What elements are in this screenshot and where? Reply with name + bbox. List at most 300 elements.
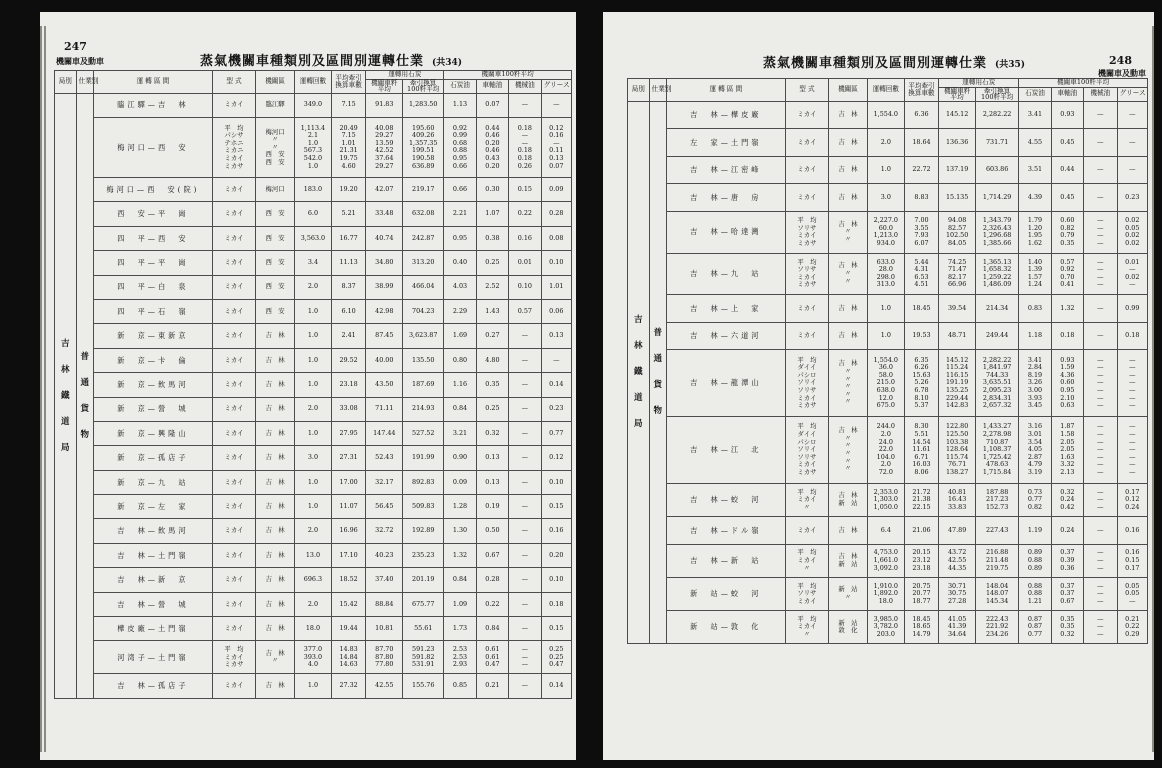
cell-line: ミカサ (797, 468, 817, 477)
coal-per-100km-cell (403, 348, 444, 372)
cell-line: 10.81 (375, 623, 394, 632)
cell-line: 0.77 (1027, 495, 1043, 504)
oil1-cell (444, 543, 476, 567)
coal-per-100km-cell (403, 495, 444, 519)
cell-line: 2.0 (307, 526, 319, 535)
cell-line: 4.79 (1027, 460, 1043, 469)
cell-line: 3,623.87 (408, 331, 438, 340)
cell-line: 37.40 (375, 575, 394, 584)
runs-cell (295, 397, 332, 421)
cell-line: 33.83 (947, 502, 967, 511)
coal-per-km-cell (366, 543, 403, 567)
cell-line: 1.0 (880, 303, 891, 312)
cell-line: 0.12 (549, 123, 564, 132)
cell-line: — (1129, 110, 1136, 119)
cell-line: 0.09 (549, 184, 564, 193)
oil4-cell (1117, 129, 1147, 157)
depot-cell (829, 350, 868, 417)
cell-line: 0.57 (1060, 257, 1075, 266)
cell-line: 1,343.79 (982, 216, 1012, 225)
cell-line: 吉 林 (265, 380, 285, 388)
header-oil: 機關車100粁平均 (444, 71, 572, 80)
cell-line: 0.47 (549, 660, 564, 669)
oil3-cell (509, 117, 541, 177)
header-bureau: 局別 (628, 79, 650, 102)
cell-line: 1.43 (485, 306, 500, 315)
cell-line: 1.0 (307, 161, 319, 170)
cell-line: 梅河口 (265, 184, 285, 193)
cell-line: — (521, 526, 529, 535)
cell-line: — (553, 355, 560, 364)
cell-line: 102.50 (945, 231, 969, 240)
cell-line: ミカイ (224, 453, 244, 462)
cell-line: 1.69 (452, 331, 468, 340)
cell-line: 西 安 (265, 233, 285, 242)
cell-line: 吉 林 (265, 428, 285, 437)
cell-line: — (1097, 238, 1104, 247)
cell-line: 0.15 (1125, 556, 1140, 565)
cell-line: 1.0 (307, 331, 319, 340)
oil2-cell (1051, 156, 1083, 184)
page-number: 247 (64, 40, 87, 53)
cell-line: 135.25 (945, 386, 969, 395)
cell-line: 0.50 (485, 526, 500, 535)
route-cell: 吉 林—飲馬河 (93, 519, 212, 543)
runs-cell (867, 253, 904, 295)
cell-line: ダイイ (797, 363, 817, 372)
depot-cell (829, 156, 868, 184)
oil2-cell (476, 275, 508, 299)
cars-cell (331, 674, 366, 698)
cell-line: ミカイ (797, 596, 817, 605)
depot-cell (829, 517, 868, 545)
cell-line: 3.41 (1027, 355, 1043, 364)
cell-line: 21.72 (912, 487, 931, 496)
cell-line: 148.07 (985, 589, 1009, 598)
cell-line: 0.95 (452, 154, 468, 163)
cell-line: 〃 (844, 269, 852, 278)
oil4-cell (541, 348, 571, 372)
cell-line: 0.13 (549, 331, 564, 340)
type-cell (785, 253, 828, 295)
cell-line: 0.22 (1125, 622, 1140, 631)
cell-line: 18.77 (912, 596, 931, 605)
cell-line: — (1129, 422, 1136, 431)
coal-per-100km-cell (403, 641, 444, 674)
cell-line: — (521, 623, 529, 632)
oil4-cell (541, 495, 571, 519)
cell-line: — (521, 428, 529, 437)
cell-line: 0.23 (549, 404, 564, 413)
cell-line: ミカイ (224, 526, 244, 535)
cell-line: 〃 (844, 227, 852, 236)
oil4-cell (1117, 184, 1147, 212)
cell-line: 41.05 (947, 614, 967, 623)
cell-line: 7.15 (341, 131, 356, 140)
cell-line: 吉 林 (838, 359, 858, 368)
coal-per-km-cell (939, 156, 976, 184)
cell-line: 吉 林 (265, 575, 285, 584)
page-title (763, 52, 1025, 71)
cell-line: 71.47 (947, 265, 967, 274)
type-cell (212, 592, 255, 616)
oil3-cell (1084, 517, 1118, 545)
cell-line: 0.88 (452, 146, 468, 155)
cell-line: 0.88 (1027, 589, 1043, 598)
cell-line: 〃 (803, 502, 811, 511)
cell-line: 平 均 (797, 581, 817, 590)
cell-line: 6.35 (914, 355, 929, 364)
oil3-cell (509, 592, 541, 616)
cell-line: 82.57 (947, 223, 967, 232)
cell-line: 1.18 (1027, 331, 1043, 340)
cell-line: 2.0 (880, 460, 891, 469)
coal-per-km-cell (366, 495, 403, 519)
depot-cell (256, 177, 295, 201)
cell-line: 18.65 (912, 622, 931, 631)
coal-per-km-cell (366, 397, 403, 421)
oil1-cell (444, 641, 476, 674)
cell-line: 6.07 (914, 238, 929, 247)
runs-cell (867, 483, 904, 516)
coal-per-100km-cell (403, 421, 444, 445)
coal-per-km-cell (366, 299, 403, 323)
cell-line: 591.23 (412, 645, 435, 654)
cell-line: — (521, 380, 529, 388)
type-cell (785, 211, 828, 253)
cell-line: — (1129, 401, 1136, 410)
cell-line: 5.26 (914, 378, 929, 387)
cell-line: 42.52 (375, 146, 394, 155)
oil3-cell (509, 251, 541, 275)
table-row (628, 184, 1148, 212)
cell-line: 0.32 (1060, 629, 1075, 638)
cell-line: 0.07 (549, 161, 564, 170)
cell-line: — (1097, 589, 1104, 598)
route-cell: 新 京—飲馬河 (93, 373, 212, 397)
oil4-cell (1117, 517, 1147, 545)
cell-line: 2.53 (452, 645, 468, 654)
runs-cell (867, 295, 904, 323)
cell-line: — (1097, 437, 1104, 446)
cars-cell (904, 577, 939, 610)
type-cell (212, 117, 255, 177)
runs-cell (295, 299, 332, 323)
cell-line: 1.20 (1027, 223, 1043, 232)
cell-line: ミカイ (224, 355, 244, 364)
cell-line: 0.79 (1060, 231, 1075, 240)
bureau-char: 道 (61, 416, 70, 427)
oil1-cell (444, 397, 476, 421)
cell-line: 〃 (844, 389, 852, 398)
cell-line: 235.23 (412, 550, 435, 559)
route-cell: 新 京—九 站 (93, 470, 212, 494)
oil1-cell (1019, 483, 1051, 516)
type-cell (212, 568, 255, 592)
cell-line: 137.19 (945, 165, 969, 174)
coal-per-km-cell (939, 295, 976, 323)
cell-line: 201.19 (412, 575, 435, 584)
runs-cell (867, 611, 904, 644)
oil4-cell (541, 117, 571, 177)
coal-per-km-cell (366, 117, 403, 177)
depot-cell (256, 117, 295, 177)
depot-cell (829, 577, 868, 610)
type-cell (212, 674, 255, 698)
cell-line: 0.87 (1027, 614, 1043, 623)
cell-line: 0.61 (485, 645, 500, 654)
coal-per-100km-cell (403, 592, 444, 616)
cell-line: 18.0 (305, 623, 321, 632)
cell-line: 1,259.22 (982, 272, 1012, 281)
cell-line: ミカイ (224, 331, 244, 340)
coal-per-100km-cell (403, 617, 444, 641)
cell-line: 0.35 (1060, 622, 1075, 631)
cell-line: 〃 (844, 433, 852, 442)
cell-line: 1.28 (452, 501, 468, 510)
header-oil-3: 機械油 (509, 79, 541, 93)
depot-cell (829, 322, 868, 350)
depot-cell (256, 568, 295, 592)
cell-line: 0.92 (452, 123, 468, 132)
coal-per-100km-cell (976, 295, 1019, 323)
cell-line: 74.25 (947, 257, 967, 266)
cell-line: 平 均 (797, 216, 817, 225)
cell-line: 3.00 (1027, 386, 1043, 395)
cell-line: 42.98 (375, 306, 394, 315)
cell-line: 2.29 (452, 306, 468, 315)
cell-line: 2,227.0 (873, 216, 899, 225)
cell-line: 0.01 (1125, 257, 1140, 266)
cell-line: — (1129, 452, 1136, 461)
cell-line: — (1097, 378, 1104, 387)
cell-line: — (1097, 370, 1104, 379)
depot-cell (829, 611, 868, 644)
cell-line: 0.44 (1060, 165, 1075, 174)
cell-line: 21.38 (912, 495, 931, 504)
cell-line: 1.0 (307, 138, 319, 147)
cell-line: 吉 林 (265, 648, 285, 657)
cell-line: — (1097, 393, 1104, 402)
cell-line: — (1097, 216, 1104, 225)
cell-line: 11.61 (912, 445, 931, 454)
cell-line: ミカイ (797, 231, 817, 240)
cell-line: — (1129, 280, 1136, 289)
cell-line: 636.89 (412, 161, 435, 170)
cars-cell (331, 251, 366, 275)
oil4-cell (541, 275, 571, 299)
oil1-cell (444, 226, 476, 250)
cell-line: ミカイ (797, 460, 817, 469)
service-char: 貨 (80, 403, 90, 414)
cell-line: 0.14 (549, 380, 564, 388)
cars-cell (331, 568, 366, 592)
type-cell (212, 446, 255, 470)
cell-line: 40.00 (375, 355, 394, 364)
oil2-cell (476, 324, 508, 348)
header-bureau: 局別 (55, 71, 77, 94)
type-cell (212, 617, 255, 641)
coal-per-km-cell (366, 592, 403, 616)
cell-line: パシサ (224, 131, 244, 140)
runs-cell (867, 211, 904, 253)
cars-cell (331, 495, 366, 519)
cell-line: 0.37 (1060, 589, 1075, 598)
cell-line: 0.66 (452, 161, 468, 170)
depot-cell (256, 421, 295, 445)
cell-line: 2,326.43 (982, 223, 1012, 232)
cell-line: 696.3 (303, 575, 323, 584)
cell-line: 0.99 (1125, 303, 1140, 312)
header-service: 仕業別 (649, 79, 666, 102)
runs-cell (867, 129, 904, 157)
table-row (55, 543, 572, 567)
cell-line: 104.0 (876, 452, 895, 461)
type-cell (785, 295, 828, 323)
cell-line: 0.88 (1027, 556, 1043, 565)
coal-per-100km-cell (976, 544, 1019, 577)
cell-line: — (1129, 378, 1136, 387)
header-oil: 機關車100粁平均 (1019, 79, 1148, 88)
bureau-char: 道 (634, 393, 643, 404)
header-service: 仕業別 (76, 71, 93, 94)
oil2-cell (476, 251, 508, 275)
cell-line: 0.15 (549, 501, 564, 510)
cell-line: 216.88 (985, 548, 1009, 557)
cell-line: — (1129, 363, 1136, 372)
cell-line: 〃 (844, 276, 852, 285)
route-cell: 新 站—蛟 河 (666, 577, 785, 610)
cell-line: 0.24 (1125, 502, 1140, 511)
cell-line: 0.77 (1027, 629, 1043, 638)
oil4-cell (1117, 577, 1147, 610)
cell-line: 18.45 (912, 303, 931, 312)
cell-line: 吉 林 (838, 303, 858, 312)
cell-line: 6.26 (914, 363, 929, 372)
table-row (628, 129, 1148, 157)
cell-line: 21.31 (339, 146, 358, 155)
cell-line: ミカイ (797, 272, 817, 281)
runs-cell (295, 177, 332, 201)
route-cell: 吉 林—江密峰 (666, 156, 785, 184)
cell-line: ミカイ (797, 165, 817, 174)
bureau-char: 林 (61, 364, 70, 375)
type-cell (785, 184, 828, 212)
cell-line: 1.0 (307, 428, 319, 437)
cell-line: 71.11 (375, 404, 394, 413)
cell-line: — (521, 652, 529, 661)
cell-line: 2,278.98 (982, 430, 1012, 439)
service-cell (76, 93, 93, 698)
header-oil-2: 車軸油 (476, 79, 508, 93)
depot-cell (256, 641, 295, 674)
cell-line: 0.25 (485, 404, 500, 413)
cell-line: 20.15 (912, 548, 931, 557)
cell-line: 0.18 (517, 146, 532, 155)
cell-line: — (1129, 445, 1136, 454)
cell-line: 32.17 (375, 477, 394, 486)
cell-line: 115.74 (945, 452, 969, 461)
cell-line: 1.57 (1027, 272, 1043, 281)
cell-line: 1.62 (1027, 238, 1043, 247)
type-cell (212, 202, 255, 226)
cell-line: 4.80 (485, 355, 500, 364)
left-page (40, 12, 576, 760)
oil2-cell (476, 373, 508, 397)
cell-line: 平 均 (797, 548, 817, 557)
coal-per-100km-cell (403, 446, 444, 470)
oil3-cell (1084, 577, 1118, 610)
oil2-cell (476, 617, 508, 641)
coal-per-100km-cell (403, 373, 444, 397)
cell-line: 3.55 (914, 223, 929, 232)
cell-line: 1,725.42 (982, 452, 1012, 461)
coal-per-km-cell (366, 348, 403, 372)
cell-line: 52.43 (375, 453, 394, 462)
type-cell (785, 517, 828, 545)
cars-cell (904, 101, 939, 129)
runs-cell (295, 641, 332, 674)
cell-line: 7.93 (914, 231, 929, 240)
cell-line: 393.0 (303, 652, 323, 661)
cell-line: 5.37 (914, 401, 929, 410)
cell-line: 2,834.31 (982, 393, 1012, 402)
oil1-cell (1019, 253, 1051, 295)
cell-line: 1,365.13 (982, 257, 1012, 266)
type-cell (212, 226, 255, 250)
depot-cell (256, 373, 295, 397)
cell-line: 1.32 (1060, 303, 1075, 312)
table-row (628, 517, 1148, 545)
oil2-cell (1051, 253, 1083, 295)
cell-line: 37.64 (375, 154, 394, 163)
oil4-cell (1117, 295, 1147, 323)
cell-line: 152.73 (985, 502, 1009, 511)
cell-line: 1.39 (1027, 265, 1043, 274)
type-cell (785, 544, 828, 577)
cell-line: — (1129, 437, 1136, 446)
cell-line: 吉 林 (265, 526, 285, 535)
cell-line: 6.71 (914, 452, 929, 461)
cell-line: 18.52 (339, 575, 358, 584)
oil3-cell (1084, 211, 1118, 253)
cell-line: 4.39 (1027, 192, 1043, 201)
cell-line: 0.38 (485, 233, 500, 242)
cell-line: 29.27 (375, 131, 394, 140)
cell-line: 1.58 (1060, 430, 1075, 439)
cell-line: 吉 林 (265, 501, 285, 510)
header-coal-a: 機關車粁平均 (366, 79, 403, 93)
cell-line: 0.30 (485, 184, 500, 193)
cell-line: 0.20 (485, 138, 500, 147)
cell-line: 2,282.22 (982, 110, 1012, 119)
cell-line: — (1097, 460, 1104, 469)
route-cell: 新 京—左 家 (93, 495, 212, 519)
cell-line: — (521, 138, 529, 147)
oil3-cell (1084, 184, 1118, 212)
cars-cell (331, 519, 366, 543)
cell-line: 1.0 (307, 477, 319, 486)
cell-line: 1.0 (307, 681, 319, 690)
coal-per-km-cell (939, 611, 976, 644)
oil2-cell (1051, 184, 1083, 212)
cell-line: 0.27 (485, 331, 500, 340)
cell-line: 〃 (803, 563, 811, 572)
cell-line: 1,296.68 (982, 231, 1012, 240)
coal-per-km-cell (366, 470, 403, 494)
cell-line: 0.42 (1060, 502, 1075, 511)
cars-cell (331, 202, 366, 226)
